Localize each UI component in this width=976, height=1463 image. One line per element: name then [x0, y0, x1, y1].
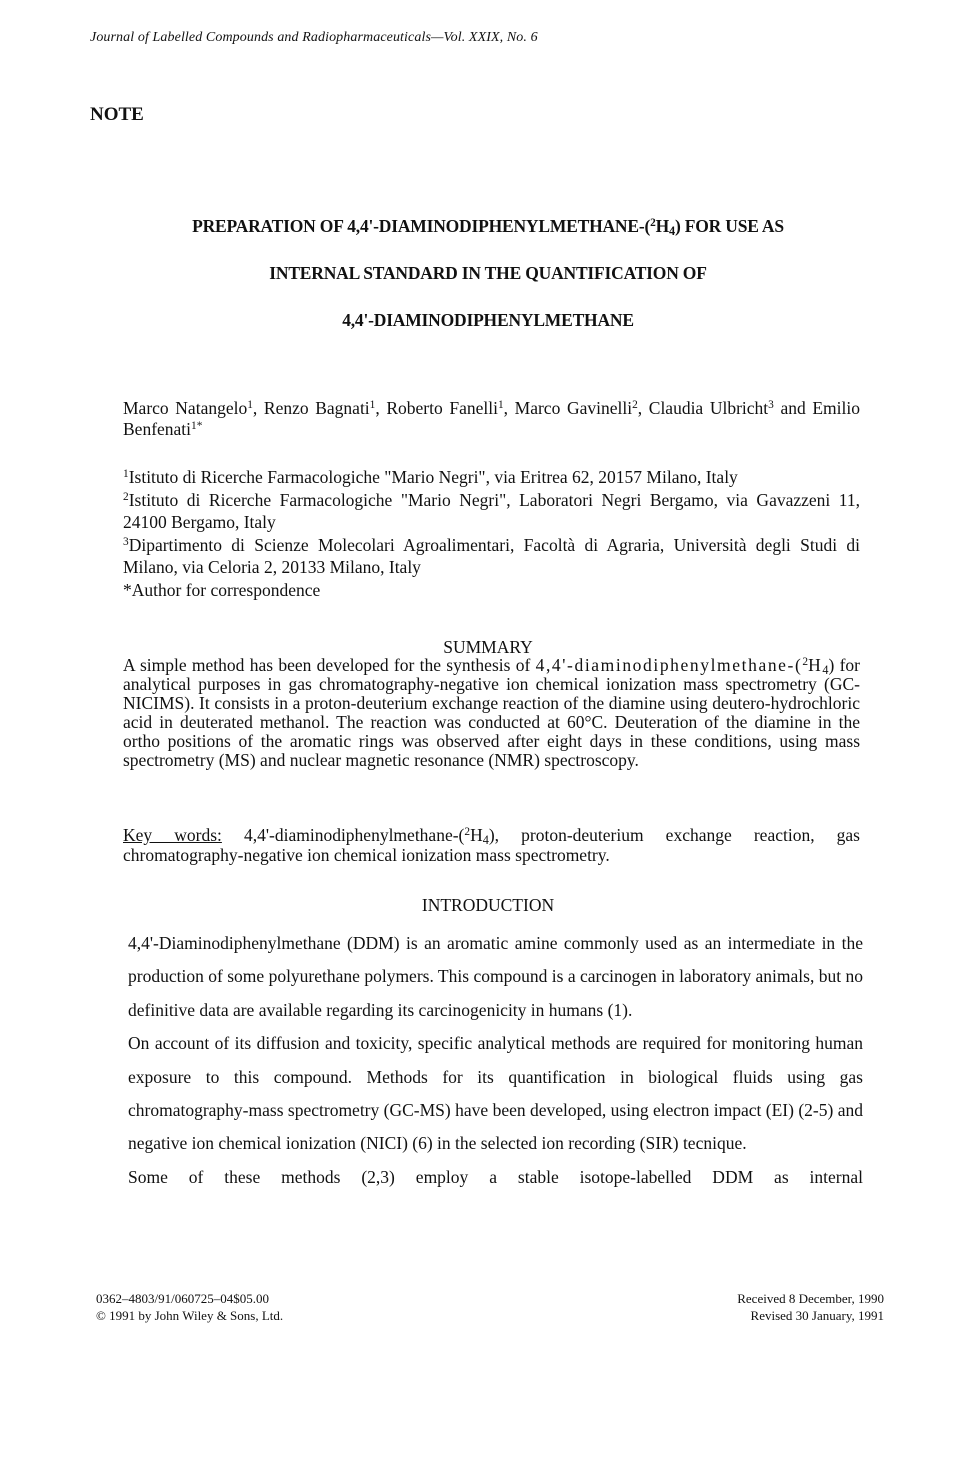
title-text: ) FOR USE AS — [674, 216, 784, 236]
footer-left — [96, 1290, 283, 1324]
author: Emilio Benfenati$^{1*}$ — [123, 398, 860, 439]
atom-count-subscript: 4 — [669, 224, 675, 239]
summary-heading: SUMMARY — [443, 637, 533, 657]
author: Renzo Bagnati$^1$, — [263, 398, 387, 418]
paragraph: 4,4'-Diaminodiphenylmethane (DDM) is an aromatic amine commonly used as an intermediate in the production of some polyurethane polymers. This compound is a carcinogen in laboratory animals, but no definitive data are available regarding its carcinogenicity in humans (1). — [128, 933, 863, 1020]
summary-text: A simple method has been developed for the synthesis of $4,4'-diaminodiphenylmethane-(^2H_4)$ for analytical purposes in gas chromatography-negative ion chemical ionization mass spectrometry (GC-NICIMS). It consists in a proton-deuterium exchange reaction of the diamine using deutero-hydrochloric acid in deuterated methanol. The reaction was conducted at 60°C. Deuteration of the diamine in the ortho positions of the aromatic rings was observed after eight days in these conditions, using mass spectrometry (MS) and nuclear magnetic resonance (NMR) spectroscopy. — [123, 655, 860, 770]
received-date: Received 8 December, 1990 — [737, 1291, 884, 1306]
paragraph: On account of its diffusion and toxicity, specific analytical methods are required for monitoring human exposure to this compound. Methods for its quantification in biological fluids using gas chromatography-mass spectrometry (GC-MS) have been developed, using electron impact (EI) (2-5) and negative ion chemical ionization (NICI) (6) in the selected ion recording (SIR) tecnique. — [128, 1033, 863, 1154]
author: Roberto Fanelli$^1$, — [386, 398, 515, 418]
journal-header: Journal of Labelled Compounds and Radiopharmaceuticals—Vol. XXIX, No. 6 — [90, 30, 538, 45]
author: Marco Gavinelli$^2$, — [514, 398, 649, 418]
copyright: © 1991 by John Wiley & Sons, Ltd. — [96, 1308, 284, 1323]
introduction-body — [128, 927, 863, 1194]
introduction-heading: INTRODUCTION — [421, 895, 555, 915]
author: Marco Natangelo$^1$, — [123, 398, 264, 418]
keywords-label: Key words: — [123, 825, 222, 845]
affiliation: $^2$Istituto di Ricerche Farmacologiche "Mario Negri", Laboratori Negri Bergamo, via Gavazzeni 11, 24100 Bergamo, Italy — [123, 489, 860, 532]
section-label: NOTE — [90, 104, 144, 125]
affiliations — [123, 466, 860, 601]
keywords: Key words: $4,4'-diaminodiphenylmethane-(^2H_4)$, proton-deuterium exchange reaction, gas chromatography-negative ion chemical ionization mass spectrometry. — [123, 825, 860, 865]
paragraph: Some of these methods (2,3) employ a stable isotope-labelled DDM as internal — [128, 1166, 863, 1187]
article-code: 0362–4803/91/060725–04$05.00 — [96, 1291, 269, 1306]
author-list — [123, 398, 860, 440]
author: Claudia Ulbricht$^3$ and — [648, 398, 813, 418]
title-line-2: INTERNAL STANDARD IN THE QUANTIFICATION OF — [269, 263, 707, 283]
isotope-superscript: 2 — [650, 216, 656, 229]
title-line-3: 4,4'-DIAMINODIPHENYLMETHANE — [342, 310, 634, 330]
correspondence-note: *Author for correspondence — [123, 579, 321, 600]
title-text: PREPARATION OF 4,4'-DIAMINODIPHENYLMETHANE-( — [192, 216, 651, 236]
affiliation: $^1$Istituto di Ricerche Farmacologiche "Mario Negri", via Eritrea 62, 20157 Milano, Italy — [123, 467, 738, 487]
revised-date: Revised 30 January, 1991 — [750, 1308, 884, 1323]
title-text: H — [655, 216, 670, 236]
footer-right — [737, 1290, 884, 1324]
title-line-1 — [0, 216, 976, 237]
affiliation: $^3$Dipartimento di Scienze Molecolari Agroalimentari, Facoltà di Agraria, Università degli Studi di Milano, via Celoria 2, 20133 Milano, Italy — [123, 534, 860, 577]
